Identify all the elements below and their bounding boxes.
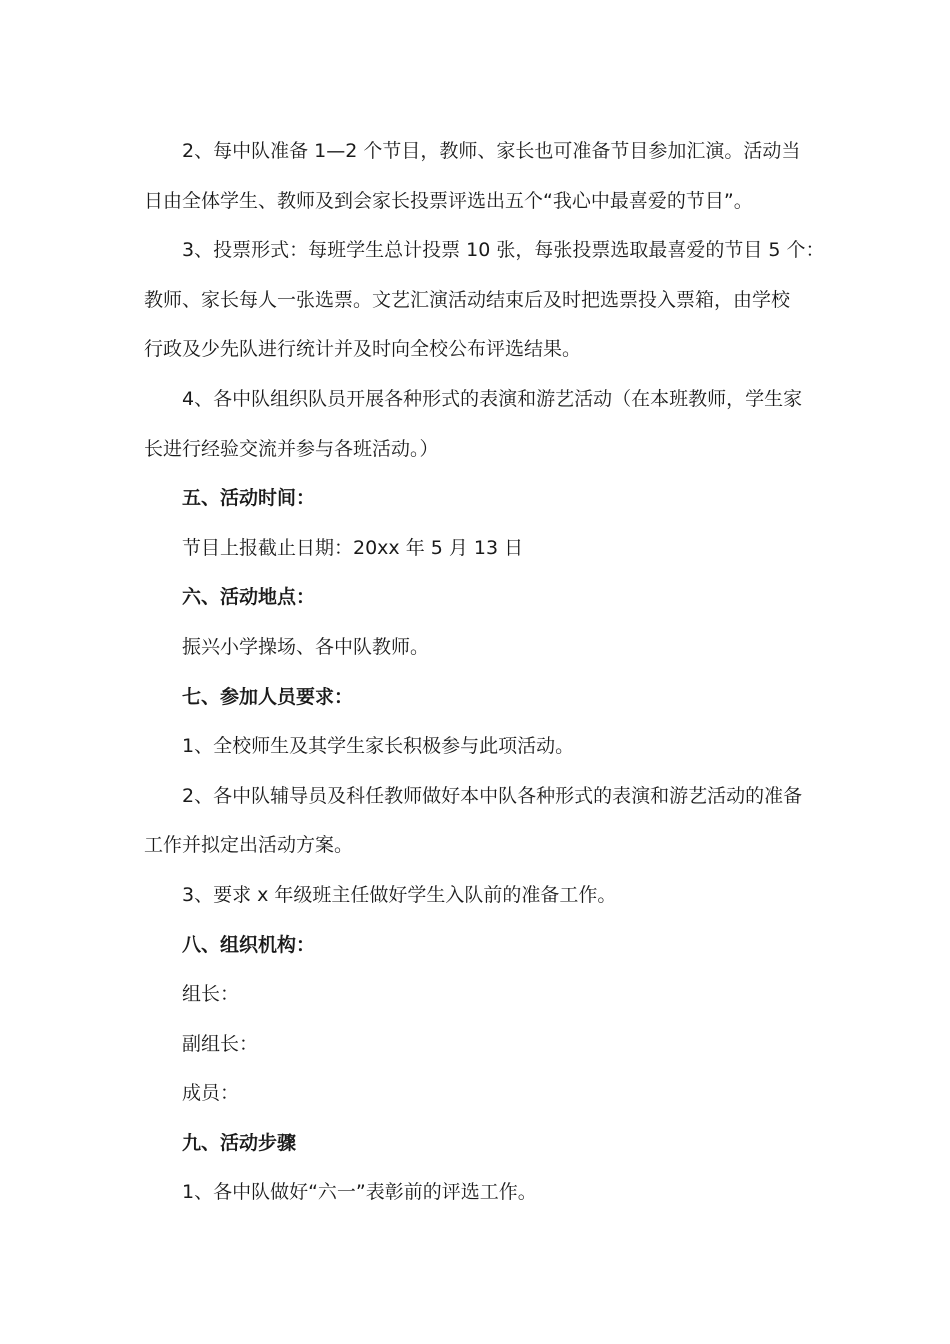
section-heading-participants: 七、参加人员要求： bbox=[182, 685, 354, 708]
paragraph-line: 长进行经验交流并参与各班活动。） bbox=[144, 437, 439, 460]
paragraph-line: 1、全校师生及其学生家长积极参与此项活动。 bbox=[182, 735, 575, 758]
paragraph-line: 2、各中队辅导员及科任教师做好本中队各种形式的表演和游艺活动的准备 bbox=[182, 784, 803, 807]
paragraph-line: 振兴小学操场、各中队教师。 bbox=[182, 635, 430, 658]
paragraph-line: 3、投票形式：每班学生总计投票 10 张，每张投票选取最喜爱的节目 5 个： bbox=[182, 239, 825, 262]
paragraph-line: 3、要求 x 年级班主任做好学生入队前的准备工作。 bbox=[182, 883, 617, 906]
paragraph-line: 4、各中队组织队员开展各种形式的表演和游艺活动（在本班教师，学生家 bbox=[182, 387, 803, 410]
paragraph-line: 副组长： bbox=[182, 1032, 259, 1055]
paragraph-line: 教师、家长每人一张选票。文艺汇演活动结束后及时把选票投入票箱，由学校 bbox=[144, 288, 791, 311]
paragraph-line: 2、每中队准备 1—2 个节目，教师、家长也可准备节目参加汇演。活动当 bbox=[182, 140, 801, 162]
paragraph-line: 日由全体学生、教师及到会家长投票评选出五个“我心中最喜爱的节目”。 bbox=[144, 189, 753, 212]
section-heading-organization: 八、组织机构： bbox=[182, 933, 316, 956]
section-heading-steps: 九、活动步骤 bbox=[182, 1131, 297, 1154]
section-heading-time: 五、活动时间： bbox=[182, 487, 316, 510]
paragraph-line: 1、各中队做好“六一”表彰前的评选工作。 bbox=[182, 1181, 537, 1204]
paragraph-line: 行政及少先队进行统计并及时向全校公布评选结果。 bbox=[144, 338, 582, 361]
section-heading-location: 六、活动地点： bbox=[182, 586, 316, 609]
paragraph-line: 组长： bbox=[182, 983, 240, 1006]
document-body bbox=[144, 127, 824, 1218]
paragraph-line: 成员： bbox=[182, 1082, 240, 1105]
paragraph-line: 节目上报截止日期：20xx 年 5 月 13 日 bbox=[182, 536, 524, 559]
paragraph-line: 工作并拟定出活动方案。 bbox=[144, 834, 354, 857]
